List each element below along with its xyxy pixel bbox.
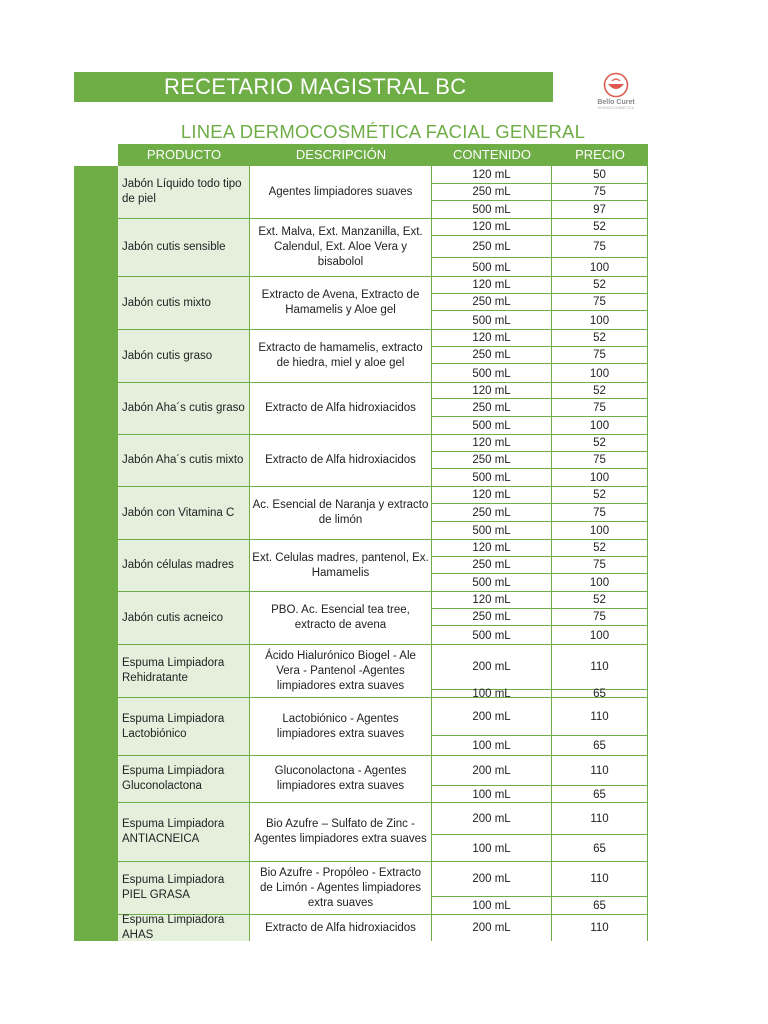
product-description: Extracto de Alfa hidroxiacidos bbox=[250, 915, 432, 941]
product-name: Espuma Limpiadora Rehidratante bbox=[118, 645, 250, 697]
variant-row bbox=[432, 786, 648, 803]
variant-size: 100 mL bbox=[432, 690, 552, 698]
variant-price: 110 bbox=[552, 756, 648, 785]
variant-price: 75 bbox=[552, 609, 648, 625]
variant-row bbox=[432, 862, 648, 897]
variant-size: 500 mL bbox=[432, 311, 552, 330]
variant-size: 250 mL bbox=[432, 236, 552, 257]
table-row bbox=[118, 645, 648, 698]
variant-row bbox=[432, 592, 648, 609]
product-name: Espuma Limpiadora Gluconolactona bbox=[118, 756, 250, 802]
variant-size: 250 mL bbox=[432, 609, 552, 625]
variant-size: 500 mL bbox=[432, 469, 552, 487]
variant-price: 52 bbox=[552, 487, 648, 503]
sidebar-band bbox=[74, 166, 118, 941]
product-description: Lactobiónico - Agentes limpiadores extra suaves bbox=[250, 698, 432, 755]
table-row bbox=[118, 803, 648, 862]
variant-size: 500 mL bbox=[432, 626, 552, 645]
variant-row bbox=[432, 166, 648, 184]
variant-price: 52 bbox=[552, 435, 648, 451]
variant-row bbox=[432, 835, 648, 862]
table-row bbox=[118, 383, 648, 435]
variant-list bbox=[432, 698, 648, 755]
variant-size: 250 mL bbox=[432, 184, 552, 200]
product-description: PBO. Ac. Esencial tea tree, extracto de avena bbox=[250, 592, 432, 644]
variant-price: 110 bbox=[552, 645, 648, 689]
column-header-precio: PRECIO bbox=[575, 147, 625, 162]
variant-price: 100 bbox=[552, 469, 648, 487]
variant-size: 120 mL bbox=[432, 166, 552, 183]
variant-price: 75 bbox=[552, 452, 648, 468]
variant-price: 75 bbox=[552, 399, 648, 416]
product-description: Extracto de Avena, Extracto de Hamamelis y Aloe gel bbox=[250, 277, 432, 329]
table-row bbox=[118, 435, 648, 487]
variant-row bbox=[432, 756, 648, 786]
variant-price: 100 bbox=[552, 574, 648, 592]
variant-row bbox=[432, 557, 648, 574]
variant-size: 200 mL bbox=[432, 803, 552, 834]
variant-price: 65 bbox=[552, 690, 648, 698]
table-row bbox=[118, 592, 648, 645]
product-name: Jabón Aha´s cutis graso bbox=[118, 383, 250, 434]
product-description: Gluconolactona - Agentes limpiadores extra suaves bbox=[250, 756, 432, 802]
product-description: Ext. Malva, Ext. Manzanilla, Ext. Calendul, Ext. Aloe Vera y bisabolol bbox=[250, 219, 432, 276]
variant-row bbox=[432, 435, 648, 452]
variant-row bbox=[432, 645, 648, 690]
variant-size: 250 mL bbox=[432, 557, 552, 573]
product-description: Extracto de hamamelis, extracto de hiedra, miel y aloe gel bbox=[250, 330, 432, 382]
variant-size: 200 mL bbox=[432, 645, 552, 689]
variant-row bbox=[432, 184, 648, 201]
variant-size: 250 mL bbox=[432, 347, 552, 363]
variant-row bbox=[432, 698, 648, 736]
variant-size: 500 mL bbox=[432, 258, 552, 277]
variant-size: 120 mL bbox=[432, 487, 552, 503]
variant-row bbox=[432, 383, 648, 399]
variant-size: 250 mL bbox=[432, 399, 552, 416]
product-description: Extracto de Alfa hidroxiacidos bbox=[250, 435, 432, 486]
variant-list bbox=[432, 166, 648, 218]
product-description: Ac. Esencial de Naranja y extracto de limón bbox=[250, 487, 432, 539]
variant-price: 65 bbox=[552, 835, 648, 862]
product-name: Jabón Aha´s cutis mixto bbox=[118, 435, 250, 486]
variant-size: 100 mL bbox=[432, 736, 552, 756]
variant-row bbox=[432, 201, 648, 219]
table-row bbox=[118, 219, 648, 277]
variant-size: 120 mL bbox=[432, 330, 552, 346]
variant-price: 75 bbox=[552, 184, 648, 200]
bowl-logo-icon bbox=[601, 72, 631, 98]
variant-size: 500 mL bbox=[432, 201, 552, 219]
column-header-producto: PRODUCTO bbox=[146, 147, 222, 162]
product-description: Bio Azufre - Propóleo - Extracto de Limón - Agentes limpiadores extra suaves bbox=[250, 862, 432, 914]
variant-row bbox=[432, 897, 648, 915]
table-row bbox=[118, 698, 648, 756]
variant-size: 120 mL bbox=[432, 435, 552, 451]
variant-price: 75 bbox=[552, 557, 648, 573]
variant-price: 100 bbox=[552, 626, 648, 645]
table-row bbox=[118, 330, 648, 383]
variant-row bbox=[432, 690, 648, 698]
variant-row bbox=[432, 736, 648, 756]
variant-list bbox=[432, 862, 648, 914]
table-row bbox=[118, 862, 648, 915]
product-name: Jabón cutis mixto bbox=[118, 277, 250, 329]
variant-price: 52 bbox=[552, 383, 648, 398]
product-name: Jabón cutis acneico bbox=[118, 592, 250, 644]
variant-row bbox=[432, 504, 648, 522]
variant-size: 250 mL bbox=[432, 452, 552, 468]
variant-row bbox=[432, 452, 648, 469]
product-name: Espuma Limpiadora ANTIACNEICA bbox=[118, 803, 250, 861]
variant-price: 100 bbox=[552, 522, 648, 540]
variant-price: 52 bbox=[552, 592, 648, 608]
variant-list bbox=[432, 915, 648, 941]
brand-logo bbox=[586, 72, 646, 118]
variant-row bbox=[432, 803, 648, 835]
variant-list bbox=[432, 330, 648, 382]
variant-price: 52 bbox=[552, 277, 648, 293]
variant-row bbox=[432, 487, 648, 504]
table-row bbox=[118, 277, 648, 330]
variant-price: 65 bbox=[552, 897, 648, 915]
variant-price: 65 bbox=[552, 786, 648, 803]
variant-size: 250 mL bbox=[432, 294, 552, 310]
variant-price: 110 bbox=[552, 698, 648, 735]
column-header-descripcion: DESCRIPCIÓN bbox=[295, 147, 387, 162]
variant-size: 500 mL bbox=[432, 364, 552, 383]
product-name: Jabón células madres bbox=[118, 540, 250, 591]
product-name: Jabón cutis graso bbox=[118, 330, 250, 382]
variant-row bbox=[432, 574, 648, 592]
variant-price: 52 bbox=[552, 219, 648, 235]
variant-row bbox=[432, 364, 648, 383]
product-name: Jabón cutis sensible bbox=[118, 219, 250, 276]
logo-brand-text: Bello Curet bbox=[597, 99, 635, 106]
variant-row bbox=[432, 236, 648, 258]
variant-list bbox=[432, 540, 648, 591]
variant-size: 100 mL bbox=[432, 786, 552, 803]
variant-row bbox=[432, 469, 648, 487]
variant-row bbox=[432, 915, 648, 941]
product-name: Espuma Limpiadora Lactobiónico bbox=[118, 698, 250, 755]
variant-size: 100 mL bbox=[432, 897, 552, 915]
variant-row bbox=[432, 294, 648, 311]
variant-row bbox=[432, 347, 648, 364]
variant-price: 110 bbox=[552, 915, 648, 941]
variant-list bbox=[432, 219, 648, 276]
variant-price: 75 bbox=[552, 294, 648, 310]
variant-size: 120 mL bbox=[432, 277, 552, 293]
section-subtitle: LINEA DERMOCOSMÉTICA FACIAL GENERAL bbox=[180, 121, 586, 142]
product-name: Jabón con Vitamina C bbox=[118, 487, 250, 539]
variant-price: 50 bbox=[552, 166, 648, 183]
table-row bbox=[118, 915, 648, 941]
variant-price: 100 bbox=[552, 311, 648, 330]
variant-row bbox=[432, 330, 648, 347]
variant-price: 52 bbox=[552, 540, 648, 556]
variant-size: 200 mL bbox=[432, 862, 552, 896]
logo-tagline: DERMOCOSMETICA bbox=[597, 106, 635, 110]
table-row bbox=[118, 166, 648, 219]
product-description: Ácido Hialurónico Biogel - Ale Vera - Pantenol -Agentes limpiadores extra suaves bbox=[250, 645, 432, 697]
product-name: Jabón Líquido todo tipo de piel bbox=[118, 166, 250, 218]
column-header-contenido: CONTENIDO bbox=[453, 147, 531, 162]
variant-price: 75 bbox=[552, 236, 648, 257]
variant-size: 100 mL bbox=[432, 835, 552, 862]
variant-row bbox=[432, 219, 648, 236]
product-name: Espuma Limpiadora PIEL GRASA bbox=[118, 862, 250, 914]
variant-size: 120 mL bbox=[432, 383, 552, 398]
variant-row bbox=[432, 626, 648, 645]
product-description: Agentes limpiadores suaves bbox=[250, 166, 432, 218]
variant-price: 97 bbox=[552, 201, 648, 219]
variant-size: 500 mL bbox=[432, 574, 552, 592]
variant-price: 110 bbox=[552, 862, 648, 896]
product-description: Extracto de Alfa hidroxiacidos bbox=[250, 383, 432, 434]
variant-row bbox=[432, 522, 648, 540]
product-name: Espuma Limpiadora AHAS bbox=[118, 915, 250, 941]
table-row bbox=[118, 756, 648, 803]
variant-list bbox=[432, 277, 648, 329]
variant-price: 75 bbox=[552, 504, 648, 521]
variant-size: 200 mL bbox=[432, 698, 552, 735]
variant-list bbox=[432, 592, 648, 644]
variant-row bbox=[432, 417, 648, 435]
product-description: Ext. Celulas madres, pantenol, Ex. Hamamelis bbox=[250, 540, 432, 591]
variant-list bbox=[432, 487, 648, 539]
variant-row bbox=[432, 609, 648, 626]
variant-size: 120 mL bbox=[432, 540, 552, 556]
variant-list bbox=[432, 435, 648, 486]
page-title: RECETARIO MAGISTRAL BC bbox=[74, 72, 553, 102]
variant-list bbox=[432, 756, 648, 802]
variant-size: 250 mL bbox=[432, 504, 552, 521]
variant-row bbox=[432, 399, 648, 417]
variant-list bbox=[432, 383, 648, 434]
variant-price: 100 bbox=[552, 364, 648, 383]
variant-price: 75 bbox=[552, 347, 648, 363]
variant-list bbox=[432, 803, 648, 861]
variant-row bbox=[432, 540, 648, 557]
table-row bbox=[118, 540, 648, 592]
variant-size: 200 mL bbox=[432, 756, 552, 785]
variant-size: 120 mL bbox=[432, 592, 552, 608]
variant-list bbox=[432, 645, 648, 700]
table-header bbox=[118, 144, 648, 166]
variant-price: 110 bbox=[552, 803, 648, 834]
variant-price: 100 bbox=[552, 417, 648, 435]
variant-price: 52 bbox=[552, 330, 648, 346]
variant-size: 500 mL bbox=[432, 417, 552, 435]
variant-price: 65 bbox=[552, 736, 648, 756]
variant-row bbox=[432, 258, 648, 277]
product-description: Bio Azufre – Sulfato de Zinc - Agentes limpiadores extra suaves bbox=[250, 803, 432, 861]
table-row bbox=[118, 487, 648, 540]
variant-row bbox=[432, 277, 648, 294]
variant-size: 500 mL bbox=[432, 522, 552, 540]
variant-size: 120 mL bbox=[432, 219, 552, 235]
variant-row bbox=[432, 311, 648, 330]
variant-price: 100 bbox=[552, 258, 648, 277]
variant-size: 200 mL bbox=[432, 915, 552, 941]
